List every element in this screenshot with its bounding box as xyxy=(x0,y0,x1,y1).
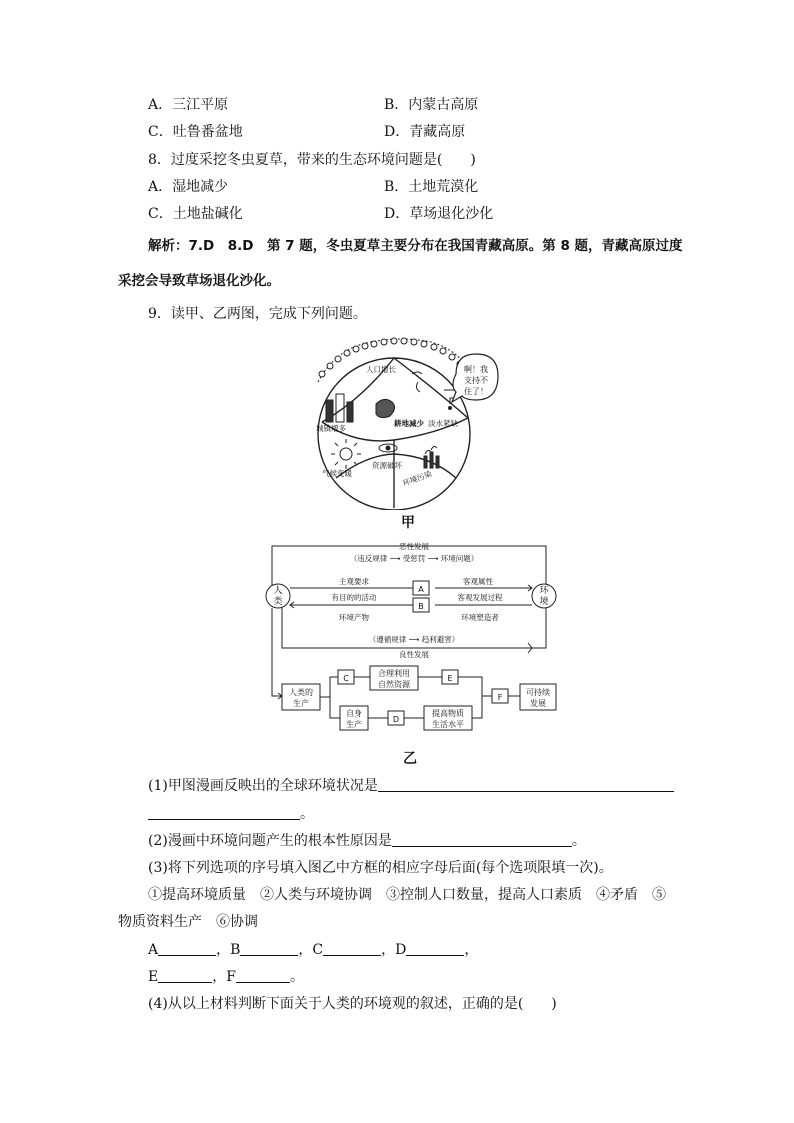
figure-jia-caption: 甲 xyxy=(401,515,415,531)
fill-d-label: ，D xyxy=(381,942,407,958)
analysis-line-2: 采挖会导致草场退化沙化。 xyxy=(118,273,280,289)
q9-stem: 9．读甲、乙两图，完成下列问题。 xyxy=(148,306,367,322)
fill-f-blank[interactable] xyxy=(236,968,290,983)
q9-sub3: (3)将下列选项的序号填入图乙中方框的相应字母后面(每个选项限填一次)。 xyxy=(148,860,613,876)
subjective-label: 主观要求 xyxy=(339,577,369,586)
q9-fill-row-2 xyxy=(148,968,304,986)
label-climate: 气候变暖 xyxy=(322,469,352,478)
objective-process-label: 客观发展过程 xyxy=(457,593,503,602)
q9-options-line-1: ①提高环境质量 ②人类与环境协调 ③控制人口数量，提高人口素质 ④矛盾 ⑤ xyxy=(148,887,666,903)
label-water: 淡水紧缺 xyxy=(428,419,458,428)
self-production-line-2: 生产 xyxy=(346,720,362,729)
fill-e-label: E xyxy=(148,969,159,985)
q9-sub2-end: 。 xyxy=(571,833,586,849)
analysis-line-1: 解析：7.D 8.D 第 7 题，冬虫夏草主要分布在我国青藏高原。第 8 题，青藏高原过度 xyxy=(148,238,683,254)
human-production-line-2: 生产 xyxy=(293,699,309,708)
box-c-label: C xyxy=(343,674,349,683)
q7-option-b: B．内蒙古高原 xyxy=(384,97,479,113)
fill-b-label: ，B xyxy=(216,942,241,958)
bad-development-sub: （违反规律 ⟶ 受惩罚 ⟶ 环境问题） xyxy=(349,554,479,563)
q9-fill-row-1 xyxy=(148,941,478,959)
label-cities: 城镇增多 xyxy=(316,424,346,433)
fill-d-blank[interactable] xyxy=(406,941,464,956)
figure-yi-caption: 乙 xyxy=(403,751,417,767)
q7-option-c: C．吐鲁番盆地 xyxy=(148,124,243,140)
q8-option-d: D．草场退化沙化 xyxy=(384,206,494,222)
label-resources: 资源破坏 xyxy=(372,461,402,470)
smokestack-icon xyxy=(424,446,439,468)
env-product-label: 环境产物 xyxy=(339,613,369,622)
fill-c-label: ，C xyxy=(298,942,324,958)
good-development-sub: （遵循规律 ⟶ 趋利避害） xyxy=(368,635,460,644)
label-pollution: 环境污染 xyxy=(401,469,433,488)
box-b-label: B xyxy=(418,602,424,611)
q8-option-a: A．湿地减少 xyxy=(148,179,229,195)
box-e-label: E xyxy=(447,674,453,683)
q7-option-d: D．青藏高原 xyxy=(384,124,466,140)
box-a-label: A xyxy=(418,585,424,594)
self-production-line-1: 自身 xyxy=(346,709,362,718)
label-farmland: 耕地减少 xyxy=(394,419,424,428)
q9-sub2-blank[interactable] xyxy=(392,832,572,847)
human-label-2: 类 xyxy=(273,597,283,607)
env-label-2: 境 xyxy=(539,597,549,607)
sustainable-line-2: 发展 xyxy=(530,699,546,708)
box-d-label: D xyxy=(392,715,400,724)
q9-sub1 xyxy=(148,777,674,795)
sun-icon xyxy=(331,439,361,469)
sustainable-line-1: 可持续 xyxy=(526,688,550,697)
q9-sub1-blank[interactable] xyxy=(378,777,674,792)
label-population: 人口增长 xyxy=(366,365,396,374)
fill-a-label: A xyxy=(148,942,159,958)
rational-use-line-1: 合理利用 xyxy=(378,669,410,678)
factory-building-icon xyxy=(326,394,353,422)
hand-icon xyxy=(376,399,395,417)
bubble-line-3: 住了！ xyxy=(464,387,488,396)
purposeful-label: 有目的的活动 xyxy=(331,593,377,602)
globe-icon xyxy=(318,358,470,510)
q9-sub2-text: (2)漫画中环境问题产生的根本性原因是 xyxy=(148,833,392,849)
bubble-line-1: 啊！我 xyxy=(464,365,488,374)
good-development-label: 良性发展 xyxy=(399,650,429,659)
speech-bubble xyxy=(452,354,498,402)
human-production-line-1: 人类的 xyxy=(289,688,313,697)
figure-yi xyxy=(258,538,568,738)
human-label-1: 人 xyxy=(273,586,283,596)
rational-use-line-2: 自然资源 xyxy=(378,680,410,689)
fill-c-blank[interactable] xyxy=(323,941,381,956)
box-f-label: F xyxy=(497,693,503,702)
fill-a-blank[interactable] xyxy=(158,941,216,956)
q9-sub2 xyxy=(148,832,586,850)
q9-sub1-continued xyxy=(148,805,314,823)
env-label-1: 环 xyxy=(539,586,549,596)
q9-sub1-text: (1)甲图漫画反映出的全球环境状况是 xyxy=(148,778,378,794)
q8-option-b: B．土地荒漠化 xyxy=(384,179,479,195)
objective-label: 客观属性 xyxy=(463,577,493,586)
fill-separator: ， xyxy=(464,942,479,958)
env-shaper-label: 环境塑造者 xyxy=(461,613,499,622)
q9-sub1-end: 。 xyxy=(300,806,314,822)
bubble-line-2: 支持不 xyxy=(464,376,488,385)
fill-b-blank[interactable] xyxy=(240,941,298,956)
q8-option-c: C．土地盐碱化 xyxy=(148,206,243,222)
q8-stem: 8．过度采挖冬虫夏草，带来的生态环境问题是( ) xyxy=(148,152,476,168)
improve-living-line-1: 提高物质 xyxy=(432,709,464,718)
figure-jia xyxy=(296,330,506,510)
fill-e-blank[interactable] xyxy=(158,968,212,983)
improve-living-line-2: 生活水平 xyxy=(432,720,464,729)
fill-f-label: ，F xyxy=(212,969,236,985)
q7-option-a: A．三江平原 xyxy=(148,97,229,113)
q9-sub1-blank-2[interactable] xyxy=(148,805,300,820)
fill-end: 。 xyxy=(289,969,304,985)
q9-sub4: (4)从以上材料判断下面关于人类的环境观的叙述，正确的是( ) xyxy=(148,996,557,1012)
q9-options-line-2: 物质资料生产 ⑥协调 xyxy=(118,914,258,930)
bad-development-label: 恶性发展 xyxy=(399,542,429,551)
